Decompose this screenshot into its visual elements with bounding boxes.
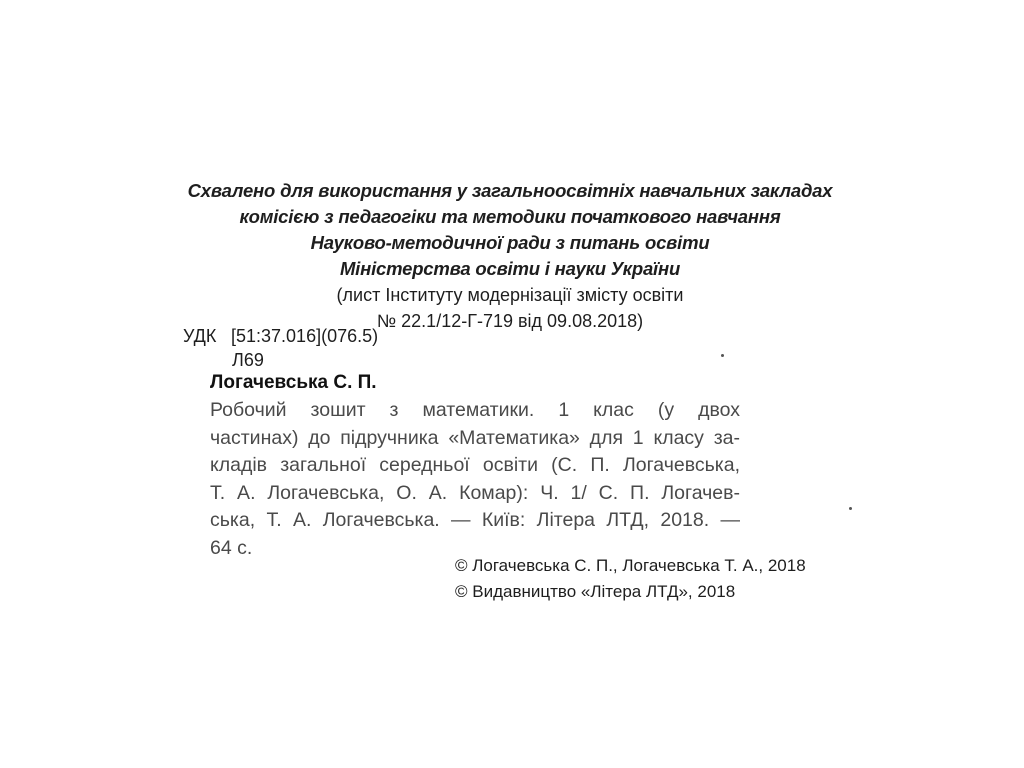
- print-speck: [849, 507, 852, 510]
- approval-letter-number: № 22.1/12-Г-719 від 09.08.2018): [376, 311, 644, 331]
- approval-line-4: Міністерства освіти і науки України: [339, 258, 681, 279]
- author-name: Логачевська С. П.: [210, 372, 377, 393]
- description-line: частинах) до підручника «Математика» для 1 класу за-: [210, 426, 740, 449]
- approval-line-2: комісією з педагогіки та методики початкового навчання: [239, 206, 781, 227]
- approval-letter-ref: (лист Інституту модернізації змісту освіти: [336, 285, 684, 305]
- description-line: Т. А. Логачевська, О. А. Комар): Ч. 1/ С. П. Логачев-: [210, 481, 740, 504]
- description-line: ська, Т. А. Логачевська. — Київ: Літера ЛТД, 2018. —: [210, 509, 740, 531]
- udk-code: [51:37.016](076.5): [231, 326, 379, 346]
- description-line: кладів загальної середньої освіти (С. П. Логачевська,: [210, 454, 740, 476]
- library-code: Л69: [232, 350, 264, 370]
- approval-line-3: Науково-методичної ради з питань освіти: [310, 232, 710, 253]
- print-speck: [721, 354, 724, 357]
- udk-label: УДК: [183, 326, 217, 346]
- description-line: Робочий зошит з математики. 1 клас (у двох: [210, 399, 740, 421]
- approval-line-1: Схвалено для використання у загальноосвітніх навчальних закладах: [187, 180, 833, 201]
- copyright-authors: © Логачевська С. П., Логачевська Т. А., 2018: [455, 556, 806, 575]
- description-line: 64 с.: [210, 536, 253, 559]
- approval-statement: [150, 178, 870, 334]
- bibliographic-description: [172, 397, 740, 562]
- copyright-publisher: © Видавництво «Літера ЛТД», 2018: [455, 582, 736, 601]
